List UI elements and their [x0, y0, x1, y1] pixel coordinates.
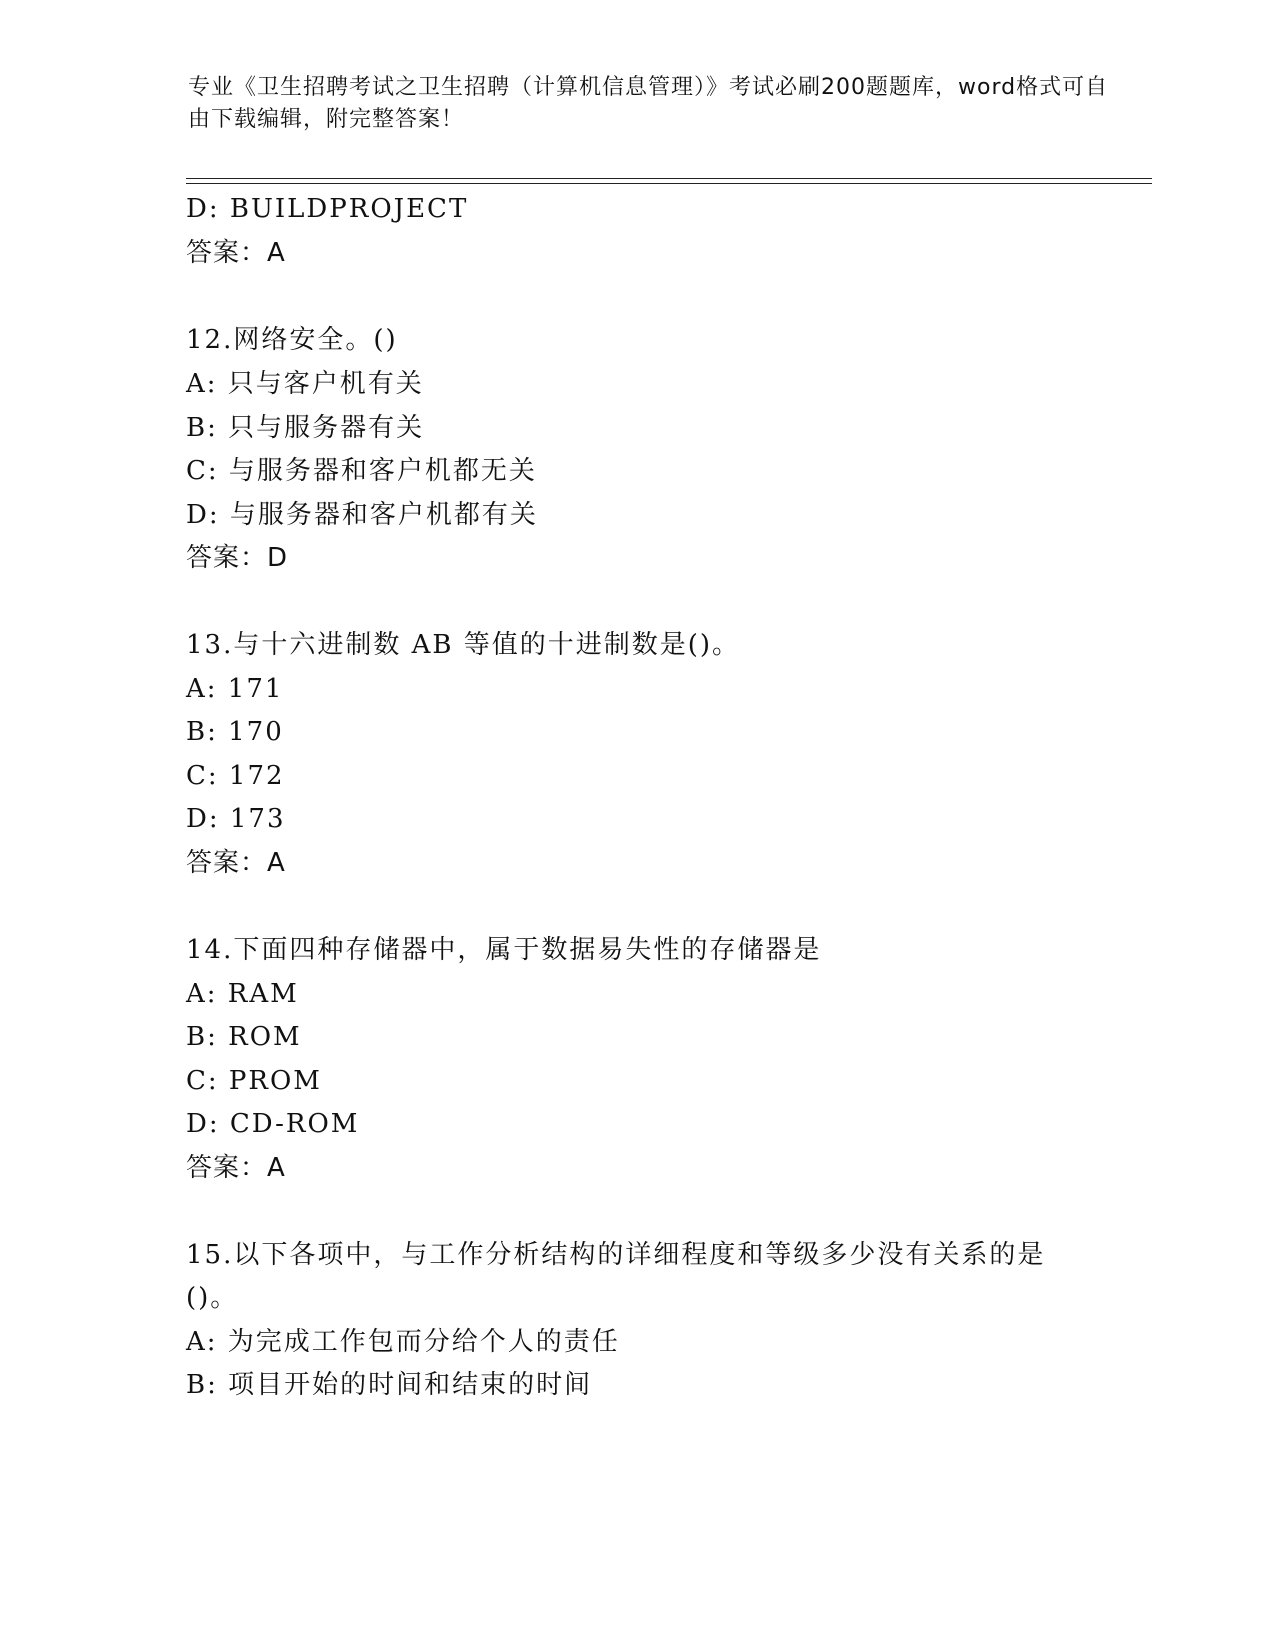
q11-option-d: D: BUILDPROJECT: [186, 194, 469, 224]
header-divider-bottom: [186, 183, 1152, 184]
q14-option-d: D: CD-ROM: [186, 1109, 360, 1139]
q13-answer: 答案：A: [186, 848, 286, 878]
q15-stem-line2: ()。: [186, 1283, 239, 1313]
q12-option-a: A: 只与客户机有关: [186, 369, 424, 399]
q13-option-c: C: 172: [186, 761, 285, 791]
q13-stem: 13.与十六进制数 AB 等值的十进制数是()。: [186, 630, 741, 660]
header-divider-top: [186, 178, 1152, 179]
q14-option-a: A: RAM: [186, 979, 299, 1009]
q15-option-b: B: 项目开始的时间和结束的时间: [186, 1370, 593, 1400]
q12-option-c: C: 与服务器和客户机都无关: [186, 456, 537, 486]
q11-answer: 答案：A: [186, 238, 286, 268]
q12-stem: 12.网络安全。(): [186, 325, 398, 355]
q14-stem: 14.下面四种存储器中，属于数据易失性的存储器是: [186, 935, 822, 965]
q13-option-a: A: 171: [186, 674, 284, 704]
q12-answer: 答案：D: [186, 543, 289, 573]
q12-option-d: D: 与服务器和客户机都有关: [186, 500, 538, 530]
q14-option-c: C: PROM: [186, 1066, 322, 1096]
q13-option-b: B: 170: [186, 717, 284, 747]
q14-option-b: B: ROM: [186, 1022, 302, 1052]
q12-option-b: B: 只与服务器有关: [186, 413, 425, 443]
q15-option-a: A: 为完成工作包而分给个人的责任: [186, 1327, 620, 1357]
document-header: 专业《卫生招聘考试之卫生招聘（计算机信息管理）》考试必刷200题题库，word格式可自由下载编辑，附完整答案！: [188, 75, 1109, 132]
q15-stem-line1: 15.以下各项中，与工作分析结构的详细程度和等级多少没有关系的是: [186, 1240, 1046, 1270]
q14-answer: 答案：A: [186, 1153, 286, 1183]
q13-option-d: D: 173: [186, 804, 286, 834]
